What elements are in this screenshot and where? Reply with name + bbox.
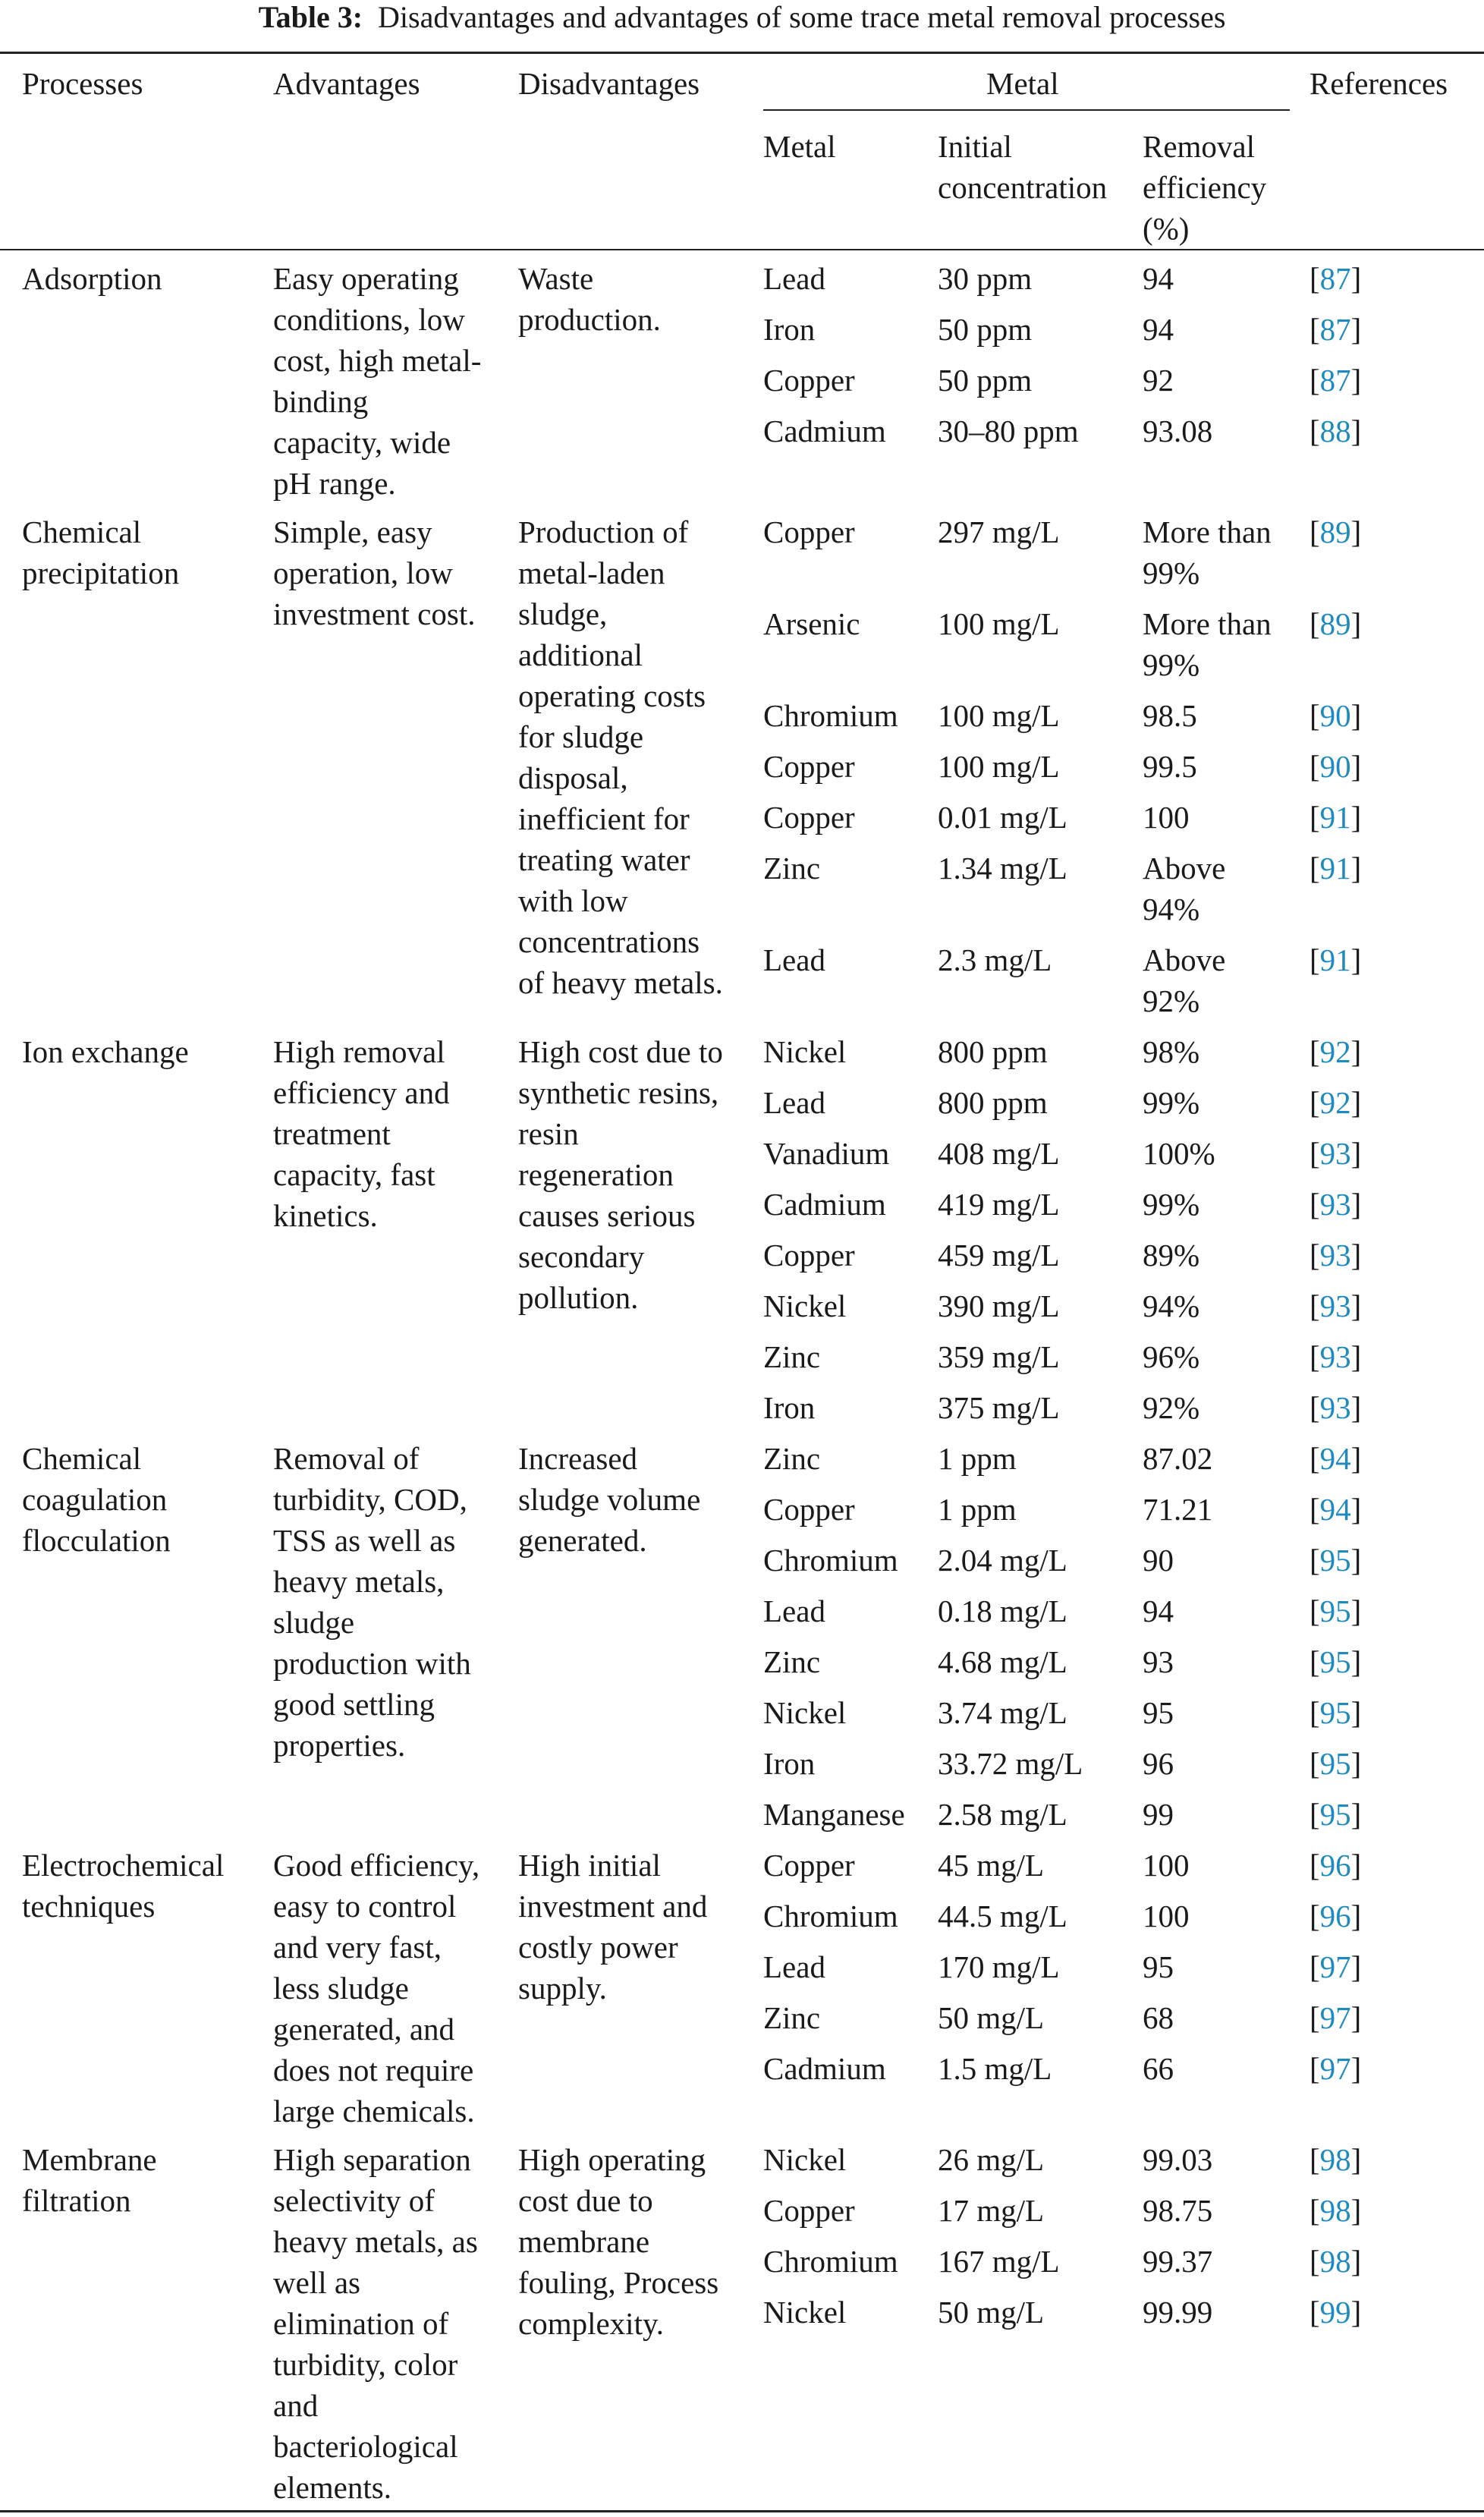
reference-link[interactable]: [91] — [1310, 851, 1362, 886]
disadvantages-line: membrane — [518, 2224, 650, 2259]
advantages-line: properties. — [273, 1728, 406, 1763]
reference-number[interactable]: 98 — [1319, 2142, 1351, 2177]
reference-number[interactable]: 95 — [1319, 1797, 1351, 1832]
disadvantages-line: pollution. — [518, 1280, 639, 1315]
process-name-line: precipitation — [22, 555, 180, 590]
efficiency-cell: 94 — [1143, 261, 1174, 296]
reference-link[interactable]: [95] — [1310, 1797, 1362, 1832]
efficiency-cell: 100% — [1143, 1136, 1215, 1171]
reference-link[interactable]: [93] — [1310, 1288, 1362, 1323]
metal-cell: Chromium — [763, 698, 898, 733]
efficiency-cell: 89% — [1143, 1238, 1200, 1273]
caption-label: Table 3: — [258, 0, 363, 34]
efficiency-cell: 98% — [1143, 1034, 1200, 1069]
efficiency-cell: 99% — [1143, 1187, 1200, 1222]
header-bottom-rule — [0, 249, 1484, 250]
efficiency-cell: 94% — [1143, 1288, 1200, 1323]
disadvantages-line: complexity. — [518, 2306, 665, 2341]
disadvantages-line: investment and — [518, 1889, 708, 1924]
reference-number[interactable]: 94 — [1319, 1441, 1351, 1476]
advantages-line: Good efficiency, — [273, 1848, 480, 1883]
reference-number[interactable]: 91 — [1319, 942, 1351, 977]
reference-link[interactable]: [87] — [1310, 312, 1362, 347]
disadvantages-line: fouling, Process — [518, 2265, 719, 2300]
reference-number[interactable]: 91 — [1319, 851, 1351, 886]
reference-number[interactable]: 98 — [1319, 2193, 1351, 2228]
efficiency-cell: 100 — [1143, 1848, 1190, 1883]
reference-link[interactable]: [96] — [1310, 1848, 1362, 1883]
reference-number[interactable]: 97 — [1319, 2051, 1351, 2086]
metal-cell: Iron — [763, 1390, 816, 1425]
metal-cell: Zinc — [763, 1339, 821, 1374]
reference-link[interactable]: [89] — [1310, 606, 1362, 641]
concentration-cell: 375 mg/L — [938, 1390, 1060, 1425]
header-removal-efficiency-line: (%) — [1143, 211, 1190, 246]
efficiency-cell: 92 — [1143, 363, 1174, 398]
reference-link[interactable]: [93] — [1310, 1339, 1362, 1374]
advantages-line: Easy operating — [273, 261, 459, 296]
reference-link[interactable]: [87] — [1310, 261, 1362, 296]
efficiency-cell: 95 — [1143, 1695, 1174, 1730]
process-name-line: Chemical — [22, 1441, 142, 1476]
process-name-line: Ion exchange — [22, 1034, 189, 1069]
disadvantages-line: operating costs — [518, 678, 706, 713]
efficiency-cell: Above — [1143, 851, 1226, 886]
disadvantages-line: synthetic resins, — [518, 1075, 719, 1110]
metal-cell: Nickel — [763, 2295, 847, 2330]
concentration-cell: 44.5 mg/L — [938, 1899, 1067, 1933]
efficiency-cell: 66 — [1143, 2051, 1174, 2086]
disadvantages-line: generated. — [518, 1523, 647, 1558]
concentration-cell: 30–80 ppm — [938, 414, 1079, 448]
efficiency-cell: 98.75 — [1143, 2193, 1213, 2228]
advantages-line: generated, and — [273, 2012, 455, 2047]
efficiency-cell: 99% — [1143, 647, 1200, 682]
metal-cell: Zinc — [763, 1441, 821, 1476]
reference-number[interactable]: 93 — [1319, 1339, 1351, 1374]
efficiency-cell: 100 — [1143, 800, 1190, 835]
header-metal: Metal — [763, 129, 836, 164]
advantages-line: good settling — [273, 1687, 435, 1722]
concentration-cell: 1.5 mg/L — [938, 2051, 1052, 2086]
table-caption — [0, 0, 1484, 35]
efficiency-cell: 95 — [1143, 1949, 1174, 1984]
reference-link[interactable]: [96] — [1310, 1899, 1362, 1933]
metal-cell: Zinc — [763, 1644, 821, 1679]
disadvantages-line: inefficient for — [518, 801, 690, 836]
efficiency-cell: 94% — [1143, 892, 1200, 927]
reference-number[interactable]: 95 — [1319, 1594, 1351, 1628]
advantages-line: Simple, easy — [273, 514, 432, 549]
reference-number[interactable]: 93 — [1319, 1390, 1351, 1425]
efficiency-cell: 99.03 — [1143, 2142, 1213, 2177]
reference-link[interactable]: [91] — [1310, 800, 1362, 835]
reference-number[interactable]: 98 — [1319, 2244, 1351, 2279]
header-references: References — [1310, 66, 1448, 101]
process-name-line: Membrane — [22, 2142, 157, 2177]
reference-link[interactable]: [95] — [1310, 1594, 1362, 1628]
reference-number[interactable]: 87 — [1319, 312, 1351, 347]
disadvantages-line: concentrations — [518, 924, 700, 959]
reference-number[interactable]: 92 — [1319, 1085, 1351, 1120]
concentration-cell: 459 mg/L — [938, 1238, 1060, 1273]
reference-link[interactable]: [99] — [1310, 2295, 1362, 2330]
concentration-cell: 1.34 mg/L — [938, 851, 1067, 886]
metal-cell: Copper — [763, 749, 855, 784]
metal-cell: Copper — [763, 363, 855, 398]
process-name-line: filtration — [22, 2183, 131, 2218]
efficiency-cell: 94 — [1143, 312, 1174, 347]
advantages-line: and — [273, 2388, 319, 2423]
concentration-cell: 0.01 mg/L — [938, 800, 1067, 835]
header-advantages: Advantages — [273, 66, 420, 101]
concentration-cell: 390 mg/L — [938, 1288, 1060, 1323]
efficiency-cell: 71.21 — [1143, 1492, 1213, 1527]
efficiency-cell: 99% — [1143, 1085, 1200, 1120]
advantages-line: treatment — [273, 1116, 391, 1151]
disadvantages-line: for sludge — [518, 719, 644, 754]
metal-cell: Copper — [763, 1238, 855, 1273]
metal-cell: Chromium — [763, 1899, 898, 1933]
efficiency-cell: 92% — [1143, 1390, 1200, 1425]
advantages-line: operation, low — [273, 555, 453, 590]
advantages-line: capacity, wide — [273, 425, 451, 460]
efficiency-cell: 100 — [1143, 1899, 1190, 1933]
reference-number[interactable]: 97 — [1319, 2000, 1351, 2035]
disadvantages-line: High cost due to — [518, 1034, 723, 1069]
reference-link[interactable]: [98] — [1310, 2142, 1362, 2177]
reference-link[interactable]: [97] — [1310, 1949, 1362, 1984]
metal-cell: Nickel — [763, 1034, 847, 1069]
reference-link[interactable]: [95] — [1310, 1543, 1362, 1578]
advantages-line: conditions, low — [273, 302, 465, 337]
reference-link[interactable]: [93] — [1310, 1136, 1362, 1171]
metal-cell: Manganese — [763, 1797, 905, 1832]
reference-link[interactable]: [95] — [1310, 1644, 1362, 1679]
advantages-line: production with — [273, 1646, 471, 1681]
reference-number[interactable]: 99 — [1319, 2295, 1351, 2330]
reference-link[interactable]: [93] — [1310, 1390, 1362, 1425]
disadvantages-line: Increased — [518, 1441, 638, 1476]
disadvantages-line: with low — [518, 883, 628, 918]
disadvantages-line: cost due to — [518, 2183, 653, 2218]
reference-link[interactable]: [95] — [1310, 1695, 1362, 1730]
efficiency-cell: 87.02 — [1143, 1441, 1213, 1476]
concentration-cell: 1 ppm — [938, 1441, 1017, 1476]
efficiency-cell: More than — [1143, 606, 1272, 641]
concentration-cell: 800 ppm — [938, 1034, 1048, 1069]
reference-link[interactable]: [98] — [1310, 2193, 1362, 2228]
reference-number[interactable]: 95 — [1319, 1543, 1351, 1578]
header-removal-efficiency-line: efficiency — [1143, 170, 1267, 205]
concentration-cell: 33.72 mg/L — [938, 1746, 1083, 1781]
disadvantages-line: High operating — [518, 2142, 706, 2177]
reference-link[interactable]: [92] — [1310, 1085, 1362, 1120]
advantages-line: efficiency and — [273, 1075, 450, 1110]
advantages-line: turbidity, COD, — [273, 1482, 467, 1517]
disadvantages-line: High initial — [518, 1848, 661, 1883]
concentration-cell: 50 ppm — [938, 312, 1033, 347]
top-rule — [0, 52, 1484, 54]
concentration-cell: 800 ppm — [938, 1085, 1048, 1120]
disadvantages-line: additional — [518, 637, 643, 672]
reference-link[interactable]: [91] — [1310, 942, 1362, 977]
disadvantages-line: Waste — [518, 261, 594, 296]
concentration-cell: 50 mg/L — [938, 2000, 1045, 2035]
advantages-line: heavy metals, — [273, 1564, 445, 1599]
metal-cell: Lead — [763, 1085, 825, 1120]
reference-number[interactable]: 92 — [1319, 1034, 1351, 1069]
metal-cell: Zinc — [763, 851, 821, 886]
advantages-line: sludge — [273, 1605, 355, 1640]
concentration-cell: 50 mg/L — [938, 2295, 1045, 2330]
metal-cell: Iron — [763, 312, 816, 347]
efficiency-cell: 99 — [1143, 1797, 1174, 1832]
disadvantages-line: disposal, — [518, 760, 628, 795]
concentration-cell: 3.74 mg/L — [938, 1695, 1067, 1730]
metal-cell: Nickel — [763, 2142, 847, 2177]
reference-link[interactable]: [98] — [1310, 2244, 1362, 2279]
header-metal-group: Metal — [986, 66, 1059, 101]
metal-cell: Vanadium — [763, 1136, 890, 1171]
concentration-cell: 100 mg/L — [938, 698, 1060, 733]
disadvantages-line: resin — [518, 1116, 579, 1151]
advantages-line: High removal — [273, 1034, 445, 1069]
disadvantages-line: Production of — [518, 514, 689, 549]
concentration-cell: 2.04 mg/L — [938, 1543, 1067, 1578]
concentration-cell: 2.58 mg/L — [938, 1797, 1067, 1832]
concentration-cell: 167 mg/L — [938, 2244, 1060, 2279]
advantages-line: and very fast, — [273, 1930, 442, 1965]
reference-number[interactable]: 90 — [1319, 749, 1351, 784]
advantages-line: elements. — [273, 2470, 391, 2505]
efficiency-cell: 93 — [1143, 1644, 1174, 1679]
concentration-cell: 408 mg/L — [938, 1136, 1060, 1171]
metal-cell: Copper — [763, 1848, 855, 1883]
efficiency-cell: 92% — [1143, 983, 1200, 1018]
concentration-cell: 100 mg/L — [938, 606, 1060, 641]
disadvantages-line: costly power — [518, 1930, 678, 1965]
metal-cell: Lead — [763, 1594, 825, 1628]
concentration-cell: 419 mg/L — [938, 1187, 1060, 1222]
efficiency-cell: Above — [1143, 942, 1226, 977]
reference-link[interactable]: [94] — [1310, 1441, 1362, 1476]
advantages-line: less sludge — [273, 1971, 409, 2006]
advantages-line: easy to control — [273, 1889, 457, 1924]
header-processes: Processes — [22, 66, 143, 101]
metal-cell: Copper — [763, 2193, 855, 2228]
reference-number[interactable]: 89 — [1319, 514, 1351, 549]
efficiency-cell: 99% — [1143, 555, 1200, 590]
reference-link[interactable]: [97] — [1310, 2000, 1362, 2035]
advantages-line: binding — [273, 384, 369, 419]
reference-link[interactable]: [90] — [1310, 749, 1362, 784]
advantages-line: elimination of — [273, 2306, 449, 2341]
concentration-cell: 2.3 mg/L — [938, 942, 1052, 977]
efficiency-cell: 93.08 — [1143, 414, 1213, 448]
reference-number[interactable]: 96 — [1319, 1848, 1351, 1883]
concentration-cell: 50 ppm — [938, 363, 1033, 398]
process-name-line: Adsorption — [22, 261, 162, 296]
disadvantages-line: sludge, — [518, 596, 608, 631]
disadvantages-line: metal-laden — [518, 555, 665, 590]
advantages-line: turbidity, color — [273, 2347, 458, 2382]
advantages-line: large chemicals. — [273, 2094, 475, 2128]
advantages-line: kinetics. — [273, 1198, 378, 1233]
advantages-line: investment cost. — [273, 596, 476, 631]
advantages-line: TSS as well as — [273, 1523, 456, 1558]
advantages-line: bacteriological — [273, 2429, 458, 2464]
concentration-cell: 359 mg/L — [938, 1339, 1060, 1374]
metal-cell: Nickel — [763, 1695, 847, 1730]
reference-number[interactable]: 90 — [1319, 698, 1351, 733]
advantages-line: Removal of — [273, 1441, 420, 1476]
efficiency-cell: 99.5 — [1143, 749, 1197, 784]
reference-number[interactable]: 89 — [1319, 606, 1351, 641]
disadvantages-line: causes serious — [518, 1198, 696, 1233]
disadvantages-line: supply. — [518, 1971, 607, 2006]
reference-link[interactable]: [94] — [1310, 1492, 1362, 1527]
metal-cell: Nickel — [763, 1288, 847, 1323]
concentration-cell: 100 mg/L — [938, 749, 1060, 784]
reference-number[interactable]: 93 — [1319, 1136, 1351, 1171]
reference-number[interactable]: 88 — [1319, 414, 1351, 448]
advantages-line: pH range. — [273, 466, 396, 501]
caption-text: Disadvantages and advantages of some trace metal removal processes — [378, 0, 1226, 34]
metal-cell: Copper — [763, 1492, 855, 1527]
reference-number[interactable]: 93 — [1319, 1288, 1351, 1323]
header-initial-concentration-line: concentration — [938, 170, 1108, 205]
reference-link[interactable]: [87] — [1310, 363, 1362, 398]
reference-number[interactable]: 93 — [1319, 1187, 1351, 1222]
advantages-line: High separation — [273, 2142, 471, 2177]
disadvantages-line: of heavy metals. — [518, 965, 723, 1000]
metal-cell: Lead — [763, 942, 825, 977]
metal-cell: Lead — [763, 1949, 825, 1984]
reference-link[interactable]: [89] — [1310, 514, 1362, 549]
header-initial-concentration-line: Initial — [938, 129, 1012, 164]
reference-number[interactable]: 97 — [1319, 1949, 1351, 1984]
metal-cell: Chromium — [763, 1543, 898, 1578]
efficiency-cell: 68 — [1143, 2000, 1174, 2035]
header-removal-efficiency-line: Removal — [1143, 129, 1256, 164]
process-name-line: flocculation — [22, 1523, 171, 1558]
concentration-cell: 170 mg/L — [938, 1949, 1060, 1984]
advantages-line: cost, high metal- — [273, 343, 482, 378]
metal-cell: Cadmium — [763, 1187, 886, 1222]
reference-link[interactable]: [92] — [1310, 1034, 1362, 1069]
disadvantages-line: treating water — [518, 842, 690, 877]
metal-cell: Zinc — [763, 2000, 821, 2035]
efficiency-cell: 96 — [1143, 1746, 1174, 1781]
advantages-line: does not require — [273, 2053, 474, 2088]
concentration-cell: 45 mg/L — [938, 1848, 1045, 1883]
process-name-line: Chemical — [22, 514, 142, 549]
reference-link[interactable]: [93] — [1310, 1238, 1362, 1273]
process-name-line: coagulation — [22, 1482, 168, 1517]
concentration-cell: 26 mg/L — [938, 2142, 1045, 2177]
metal-cell: Copper — [763, 514, 855, 549]
reference-number[interactable]: 95 — [1319, 1644, 1351, 1679]
concentration-cell: 30 ppm — [938, 261, 1033, 296]
reference-number[interactable]: 95 — [1319, 1695, 1351, 1730]
efficiency-cell: 99.37 — [1143, 2244, 1213, 2279]
bottom-rule — [0, 2510, 1484, 2512]
metal-cell: Copper — [763, 800, 855, 835]
reference-link[interactable]: [97] — [1310, 2051, 1362, 2086]
concentration-cell: 0.18 mg/L — [938, 1594, 1067, 1628]
advantages-line: heavy metals, as — [273, 2224, 478, 2259]
metal-cell: Lead — [763, 261, 825, 296]
efficiency-cell: 96% — [1143, 1339, 1200, 1374]
efficiency-cell: 94 — [1143, 1594, 1174, 1628]
process-name-line: Electrochemical — [22, 1848, 225, 1883]
reference-number[interactable]: 87 — [1319, 261, 1351, 296]
disadvantages-line: production. — [518, 302, 661, 337]
concentration-cell: 17 mg/L — [938, 2193, 1045, 2228]
efficiency-cell: More than — [1143, 514, 1272, 549]
concentration-cell: 1 ppm — [938, 1492, 1017, 1527]
metal-cell: Cadmium — [763, 414, 886, 448]
metal-cell: Cadmium — [763, 2051, 886, 2086]
reference-link[interactable]: [90] — [1310, 698, 1362, 733]
reference-number[interactable]: 93 — [1319, 1238, 1351, 1273]
concentration-cell: 297 mg/L — [938, 514, 1060, 549]
reference-number[interactable]: 95 — [1319, 1746, 1351, 1781]
reference-link[interactable]: [95] — [1310, 1746, 1362, 1781]
metal-cell: Chromium — [763, 2244, 898, 2279]
concentration-cell: 4.68 mg/L — [938, 1644, 1067, 1679]
reference-number[interactable]: 87 — [1319, 363, 1351, 398]
advantages-line: well as — [273, 2265, 360, 2300]
reference-number[interactable]: 94 — [1319, 1492, 1351, 1527]
reference-link[interactable]: [88] — [1310, 414, 1362, 448]
metal-cell: Iron — [763, 1746, 816, 1781]
disadvantages-line: secondary — [518, 1239, 645, 1274]
efficiency-cell: 99.99 — [1143, 2295, 1213, 2330]
process-name-line: techniques — [22, 1889, 156, 1924]
disadvantages-line: sludge volume — [518, 1482, 701, 1517]
metal-cell: Arsenic — [763, 606, 860, 641]
disadvantages-line: regeneration — [518, 1157, 674, 1192]
reference-link[interactable]: [93] — [1310, 1187, 1362, 1222]
metal-group-rule — [763, 109, 1290, 111]
reference-number[interactable]: 96 — [1319, 1899, 1351, 1933]
advantages-line: capacity, fast — [273, 1157, 435, 1192]
advantages-line: selectivity of — [273, 2183, 435, 2218]
efficiency-cell: 98.5 — [1143, 698, 1197, 733]
header-disadvantages: Disadvantages — [518, 66, 700, 101]
efficiency-cell: 90 — [1143, 1543, 1174, 1578]
reference-number[interactable]: 91 — [1319, 800, 1351, 835]
